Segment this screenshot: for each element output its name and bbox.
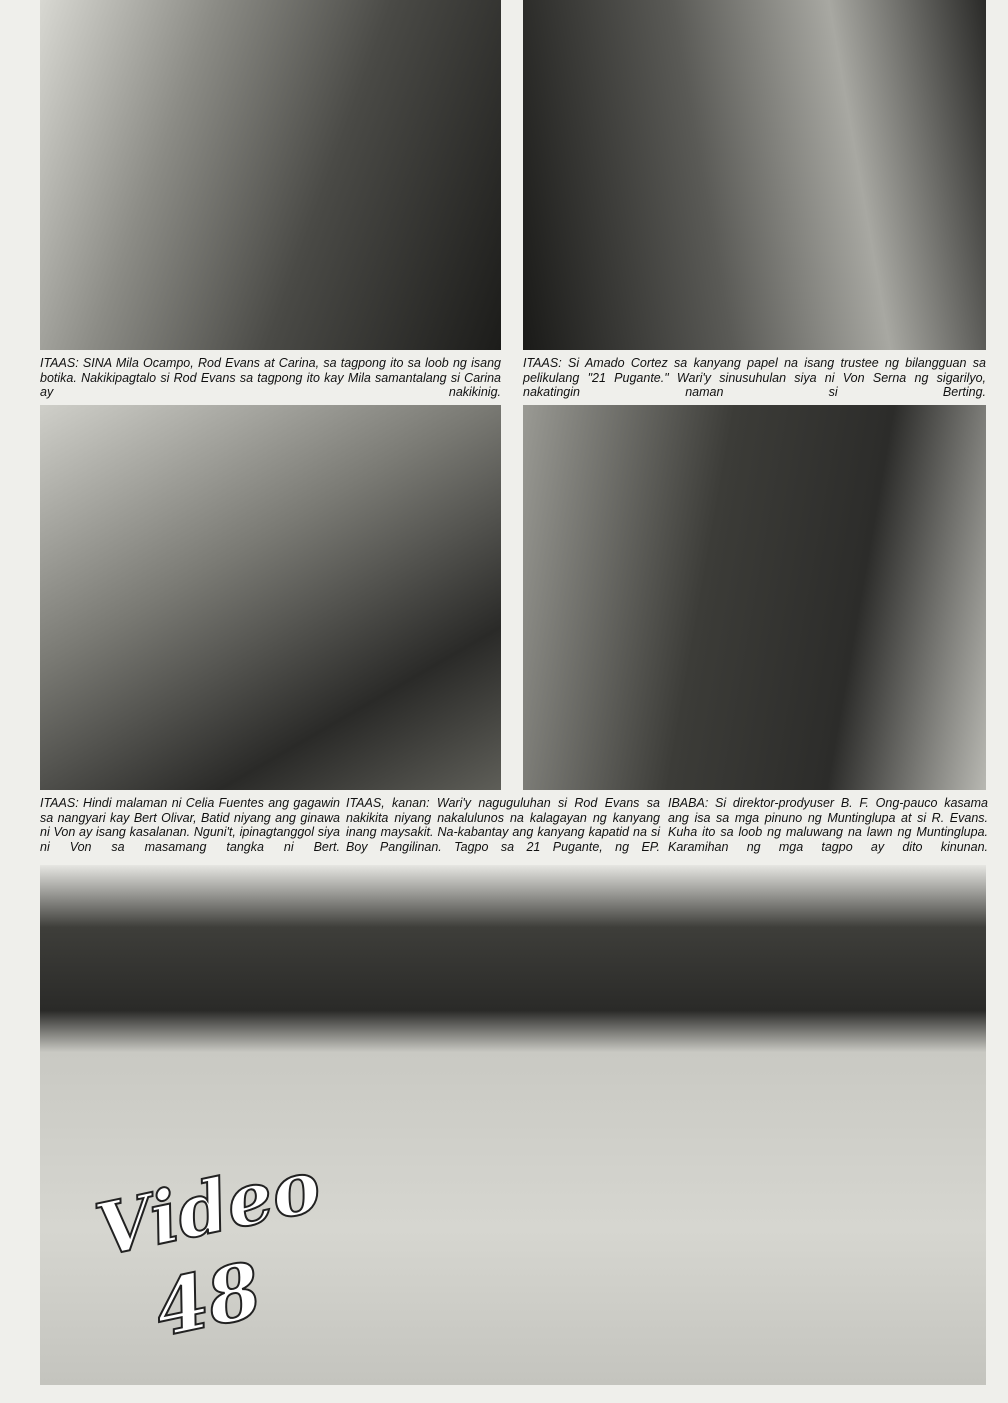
- watermark-line1: Video: [88, 1142, 328, 1273]
- photo-pharmacy-scene: [40, 0, 501, 350]
- photo-sickbed-scene: [523, 405, 986, 790]
- photo-jail-trustee-scene: [523, 0, 986, 350]
- caption-top-left: ITAAS: SINA Mila Ocampo, Rod Evans at Carina, sa tagpong ito sa loob ng isang botika. Nakikipagtalo si Rod Evans sa tagpong ito kay Mila samantalang si Carina ay nakikinig.: [40, 356, 501, 399]
- caption-top-right: ITAAS: Si Amado Cortez sa kanyang papel na isang trustee ng bilangguan sa pelikulang "21 Pugante." Wari'y sinusuhulan siya ni Von Serna ng sigarilyo, nakatingin naman si Berting.: [523, 356, 986, 399]
- caption-middle-center: ITAAS, kanan: Wari'y naguguluhan si Rod Evans sa nakikita niyang nakalulunos na kalagayan ng kanyang inang maysakit. Na-kabantay ang kanyang kapatid na si Boy Pangilinan. Tagpo sa 21 Pugante, ng EP.: [346, 796, 660, 854]
- caption-middle-right: IBABA: Si direktor-prodyuser B. F. Ong-pauco kasama ang isa sa mga pinuno ng Muntinglupa at si R. Evans. Kuha ito sa loob ng maluwang na lawn ng Muntinglupa. Karamihan ng mga tagpo ay dito kinunan.: [668, 796, 988, 854]
- video48-watermark-logo: [88, 1142, 328, 1380]
- photo-fight-scene: [40, 405, 501, 790]
- watermark-line2: 48: [146, 1244, 269, 1355]
- caption-middle-left: ITAAS: Hindi malaman ni Celia Fuentes ang gagawin sa nangyari kay Bert Olivar, Batid niyang ang ginawa ni Von ay isang kasalanan. Nguni't, ipinagtanggol siya ni Von sa masamang tangka ni Bert.: [40, 796, 340, 854]
